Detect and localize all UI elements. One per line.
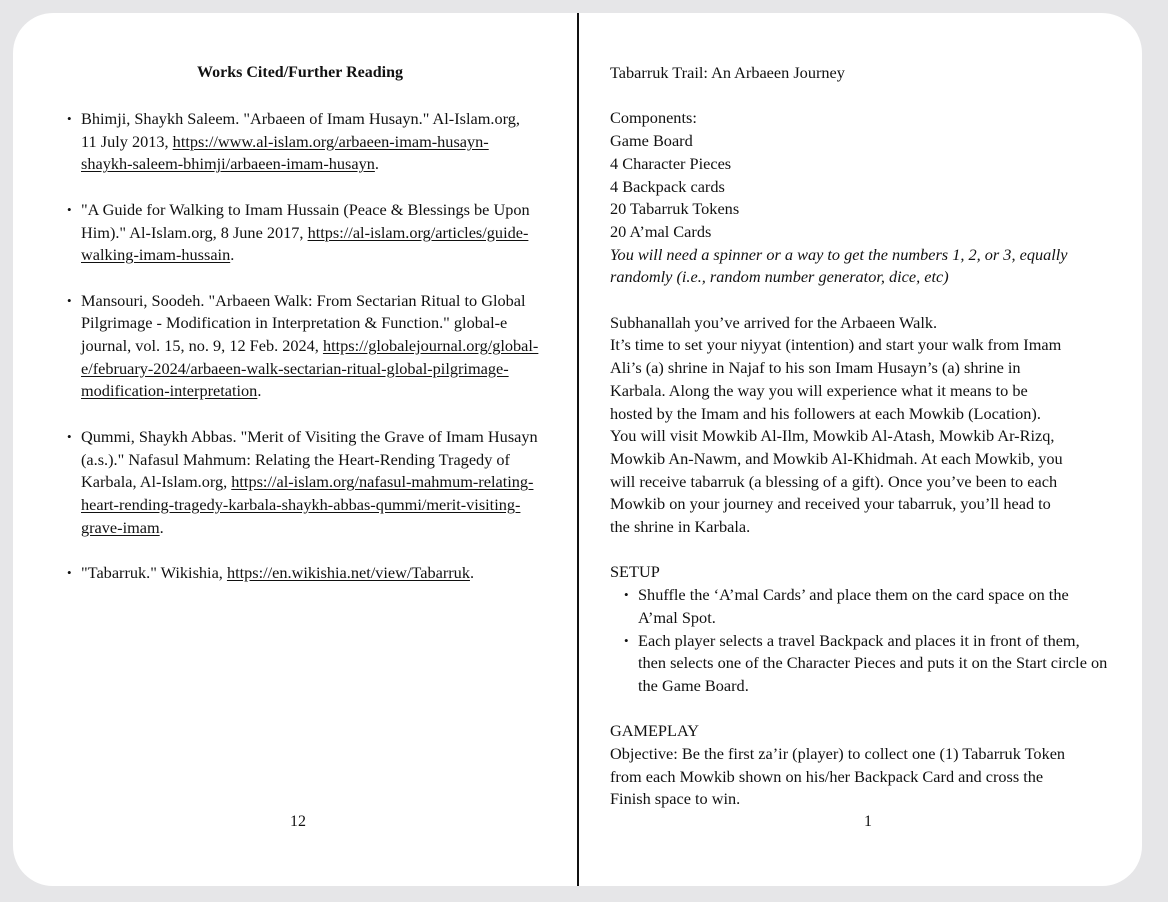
components-note: randomly (i.e., random number generator, dice, etc) [610, 267, 949, 287]
reference-item: • Mansouri, Soodeh. "Arbaeen Walk: From Sectarian Ritual to Global Pilgrimage - Modification in Interpretation & Function." global-e journal, vol. 15, no. 9, 12 Feb. 2024, https://globalejournal.org/global-e/february-2024/arbaeen-walk-sectarian-ritual-global-pilgrimage-modification-interpretation. [67, 290, 539, 404]
components-note: You will need a spinner or a way to get the numbers 1, 2, or 3, equally [610, 244, 1068, 264]
reference-list [67, 108, 539, 607]
page-number: 12 [290, 813, 306, 830]
component-item: 4 Character Pieces [610, 153, 732, 173]
objective-text: Objective: Be the first za’ir (player) to collect one (1) Tabarruk Token [610, 744, 1066, 764]
gameplay-heading: GAMEPLAY [610, 721, 699, 741]
setup-list [610, 584, 1110, 698]
reference-link[interactable]: https://globalejournal.org/global-e/february-2024/arbaeen-walk-sectarian-ritual-global-pilgrimage-modification-interpretation [81, 336, 539, 401]
reference-item: • Bhimji, Shaykh Saleem. "Arbaeen of Imam Husayn." Al-Islam.org, 11 July 2013, https://www.al-islam.org/arbaeen-imam-husayn-shaykh-saleem-bhimji/arbaeen-imam-husayn. [67, 108, 539, 176]
setup-step: • Each player selects a travel Backpack and places it in front of them, then selects one of the Character Pieces and puts it on the Start circle on the Game Board. [610, 630, 1110, 698]
reference-item: • Qummi, Shaykh Abbas. "Merit of Visiting the Grave of Imam Husayn (a.s.)." Nafasul Mahmum: Relating the Heart-Rending Tragedy of Karbala, Al-Islam.org, https://al-islam.org/nafasul-mahmum-relating-heart-rending-tragedy-karbala-shaykh-abbas-qummi/merit-visiting-grave-imam. [67, 426, 539, 540]
reference-link[interactable]: https://al-islam.org/articles/guide-walking-imam-hussain [81, 222, 529, 265]
setup-heading: SETUP [610, 562, 660, 582]
intro-paragraph: Karbala. Along the way you will experience what it means to be [610, 380, 1028, 400]
rules-body [610, 62, 1110, 811]
reference-link[interactable]: https://www.al-islam.org/arbaeen-imam-husayn-shaykh-saleem-bhimji/arbaeen-imam-husayn [81, 131, 489, 174]
component-item: Game Board [610, 131, 693, 151]
reference-link[interactable]: https://al-islam.org/nafasul-mahmum-relating-heart-rending-tragedy-karbala-shaykh-abbas-qummi/merit-visiting-grave-imam [81, 472, 534, 537]
left-page [13, 13, 577, 886]
reference-link[interactable]: https://en.wikishia.net/view/Tabarruk [226, 563, 470, 582]
objective-text: Finish space to win. [610, 789, 741, 809]
game-title: Tabarruk Trail: An Arbaeen Journey [610, 63, 845, 82]
setup-step: • Shuffle the ‘A’mal Cards’ and place them on the card space on the A’mal Spot. [610, 584, 1110, 629]
intro-paragraph: It’s time to set your niyyat (intention) and start your walk from Imam [610, 335, 1062, 355]
component-item: 4 Backpack cards [610, 176, 725, 196]
reference-item: • "A Guide for Walking to Imam Hussain (Peace & Blessings be Upon Him)." Al-Islam.org, 8 June 2017, https://al-islam.org/articles/guide-walking-imam-hussain. [67, 199, 539, 267]
component-item: 20 Tabarruk Tokens [610, 199, 740, 219]
right-page [579, 13, 1142, 886]
works-cited-title: Works Cited/Further Reading [197, 64, 403, 81]
intro-paragraph: Subhanallah you’ve arrived for the Arbaeen Walk. [610, 312, 938, 332]
intro-paragraph: Mowkib An-Nawm, and Mowkib Al-Khidmah. At each Mowkib, you [610, 448, 1063, 468]
page-number: 1 [864, 813, 872, 830]
components-heading: Components: [610, 108, 697, 128]
intro-paragraph: hosted by the Imam and his followers at each Mowkib (Location). [610, 403, 1041, 423]
intro-paragraph: Mowkib on your journey and received your tabarruk, you’ll head to [610, 494, 1051, 514]
book-spread [13, 13, 1142, 886]
intro-paragraph: the shrine in Karbala. [610, 517, 751, 537]
reference-item: • "Tabarruk." Wikishia, https://en.wikishia.net/view/Tabarruk. [67, 562, 539, 585]
intro-paragraph: You will visit Mowkib Al-Ilm, Mowkib Al-Atash, Mowkib Ar-Rizq, [610, 426, 1055, 446]
intro-paragraph: will receive tabarruk (a blessing of a gift). Once you’ve been to each [610, 471, 1058, 491]
intro-paragraph: Ali’s (a) shrine in Najaf to his son Imam Husayn’s (a) shrine in [610, 358, 1021, 378]
objective-text: from each Mowkib shown on his/her Backpack Card and cross the [610, 766, 1044, 786]
component-item: 20 A’mal Cards [610, 221, 712, 241]
